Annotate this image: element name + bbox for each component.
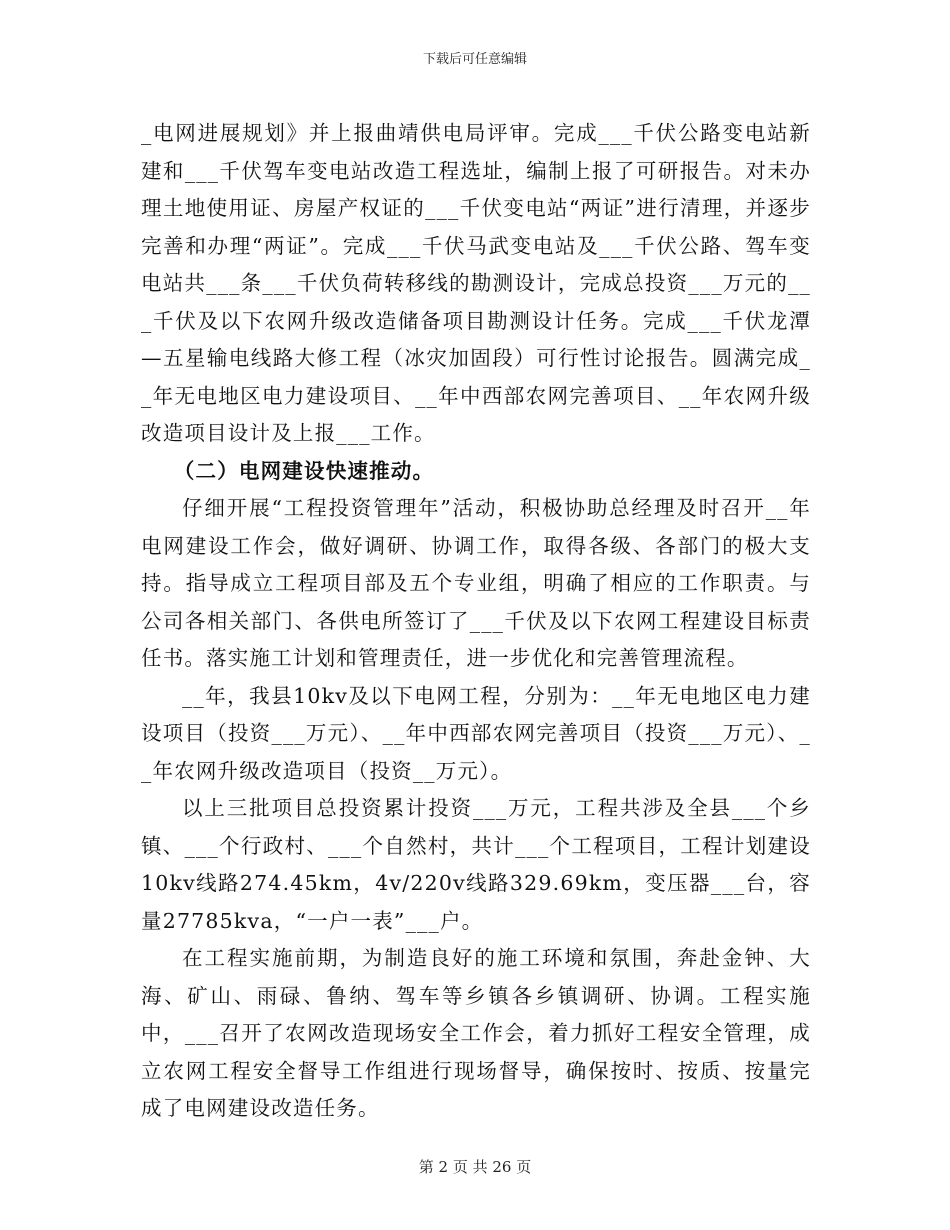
document-body (141, 115, 811, 1128)
paragraph-project-totals: 以上三批项目总投资累计投资___万元，工程共涉及全县___个乡镇、___个行政村、___个自然村，共计___个工程项目，工程计划建设10kv线路274.45km，4v/220v线路329.69km，变压器___台，容量27785kva，“一户一表”___户。 (141, 796, 811, 933)
paragraph-implementation-safety: 在工程实施前期，为制造良好的施工环境和氛围，奔赴金钟、大海、矿山、雨碌、鲁纳、驾车等乡镇各乡镇调研、协调。工程实施中，___召开了农网改造现场安全工作会，着力抓好工程安全管理，成立农网工程安全督导工作组进行现场督导，确保按时、按质、按量完成了电网建设改造任务。 (141, 946, 811, 1120)
paragraph-planning-continued: _电网进展规划》并上报曲靖供电局评审。完成___千伏公路变电站新建和___千伏驾车变电站改造工程选址，编制上报了可研报告。对未办理土地使用证、房屋产权证的___千伏变电站“两证”进行清理，并逐步完善和办理“两证”。完成___千伏马武变电站及___千伏公路、驾车变电站共___条___千伏负荷转移线的勘测设计，完成总投资___万元的___千伏及以下农网升级改造储备项目勘测设计任务。完成___千伏龙潭—五星输电线路大修工程（冰灾加固段）可行性讨论报告。圆满完成__年无电地区电力建设项目、__年中西部农网完善项目、__年农网升级改造项目设计及上报___工作。 (141, 121, 811, 445)
paragraph-investment-management: 仔细开展“工程投资管理年”活动，积极协助总经理及时召开__年电网建设工作会，做好调研、协调工作，取得各级、各部门的极大支持。指导成立工程项目部及五个专业组，明确了相应的工作职责。与公司各相关部门、各供电所签订了___千伏及以下农网工程建设目标责任书。落实施工计划和管理责任，进一步优化和完善管理流程。 (141, 496, 811, 670)
page-header: 下载后可任意编辑 (422, 52, 527, 67)
paragraph-project-list: __年，我县10kv及以下电网工程，分别为：__年无电地区电力建设项目（投资___万元）、__年中西部农网完善项目（投资___万元）、__年农网升级改造项目（投资__万元）。 (141, 683, 811, 783)
section-heading-grid-construction: （二）电网建设快速推动。 (173, 458, 435, 483)
page-footer: 第 2 页 共 26 页 (418, 1158, 532, 1176)
